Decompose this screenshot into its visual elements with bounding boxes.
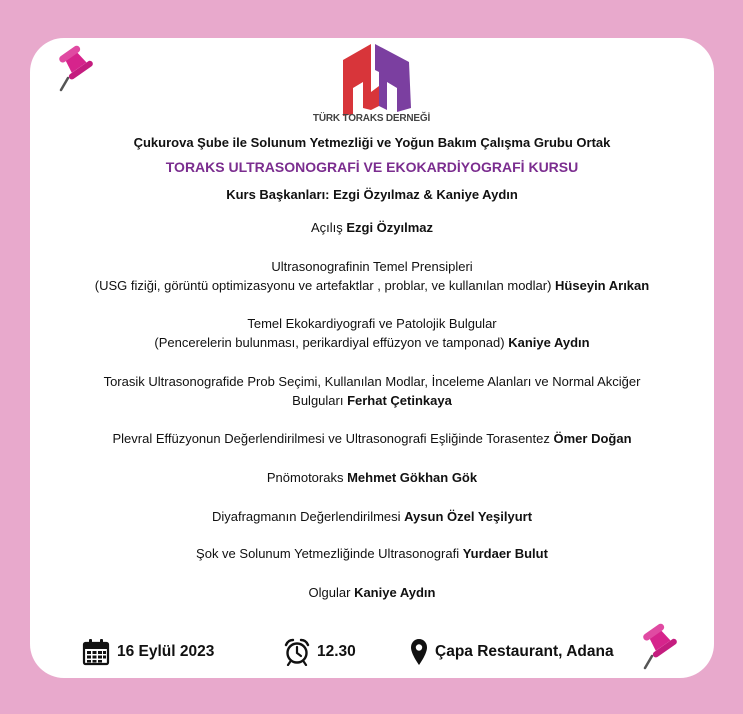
program-item-pleural-effusion [30, 430, 714, 448]
program-topic: Pnömotoraks [266, 470, 348, 485]
calendar-icon [82, 638, 110, 666]
event-location-text: Çapa Restaurant, Adana [435, 643, 614, 660]
course-title: TORAKS ULTRASONOGRAFİ VE EKOKARDİYOGRAFİ KURSU [165, 159, 579, 175]
event-date-text: 16 Eylül 2023 [117, 643, 215, 660]
program-item-echocardiography [30, 334, 714, 352]
program-speaker: Ferhat Çetinkaya [347, 393, 452, 408]
event-date [82, 637, 214, 667]
event-time [284, 637, 356, 667]
program-item-pneumothorax [30, 469, 714, 487]
program-speaker: Aysun Özel Yeşilyurt [404, 509, 533, 524]
program-speaker: Hüseyin Arıkan [555, 278, 650, 293]
alarm-clock-icon [284, 638, 310, 666]
program-item-diaphragm [30, 508, 714, 526]
program-topic: (USG fiziği, görüntü optimizasyonu ve artefaktlar , problar, ve kullanılan modlar) [94, 278, 556, 293]
program-item-usg-principles [30, 277, 714, 295]
event-time-text: 12.30 [317, 643, 356, 660]
program-item-thoracic-usg [30, 392, 714, 410]
program-item-topic-line: Ultrasonografinin Temel Prensipleri [271, 259, 473, 274]
program-speaker: Ezgi Özyılmaz [346, 220, 434, 235]
program-item-topic-line: Temel Ekokardiyografi ve Patolojik Bulgular [247, 316, 497, 331]
program-speaker: Ömer Doğan [553, 431, 632, 446]
program-speaker: Kaniye Aydın [508, 335, 590, 350]
program-topic: Şok ve Solunum Yetmezliğinde Ultrasonografi [196, 546, 463, 561]
program-speaker: Kaniye Aydın [354, 585, 436, 600]
program-topic: Açılış [310, 220, 347, 235]
program-item-shock [30, 545, 714, 563]
program-speaker: Yurdaer Bulut [462, 546, 548, 561]
map-pin-icon [410, 638, 428, 666]
program-topic: Diyafragmanın Değerlendirilmesi [211, 509, 405, 524]
pushpin-icon [636, 622, 686, 672]
program-item-topic-line: Torasik Ultrasonografide Prob Seçimi, Kullanılan Modlar, İnceleme Alanları ve Normal Akciğer [103, 374, 641, 389]
program-topic: Bulguları [292, 393, 348, 408]
course-chairs: Kurs Başkanları: Ezgi Özyılmaz & Kaniye Aydın [226, 187, 518, 202]
organizer-line: Çukurova Şube ile Solunum Yetmezliği ve Yoğun Bakım Çalışma Grubu Ortak [133, 135, 611, 150]
program-item-opening [30, 219, 714, 237]
event-location [410, 637, 614, 667]
program-topic: Plevral Effüzyonun Değerlendirilmesi ve Ultrasonografi Eşliğinde Torasentez [112, 431, 554, 446]
program-topic: Olgular [308, 585, 355, 600]
logo-text: TÜRK TORAKS DERNEĞİ [312, 113, 431, 124]
program-item-cases [30, 584, 714, 602]
program-speaker: Mehmet Gökhan Gök [347, 470, 478, 485]
program-topic: (Pencerelerin bulunması, perikardiyal effüzyon ve tamponad) [154, 335, 509, 350]
pushpin-icon [52, 44, 102, 94]
